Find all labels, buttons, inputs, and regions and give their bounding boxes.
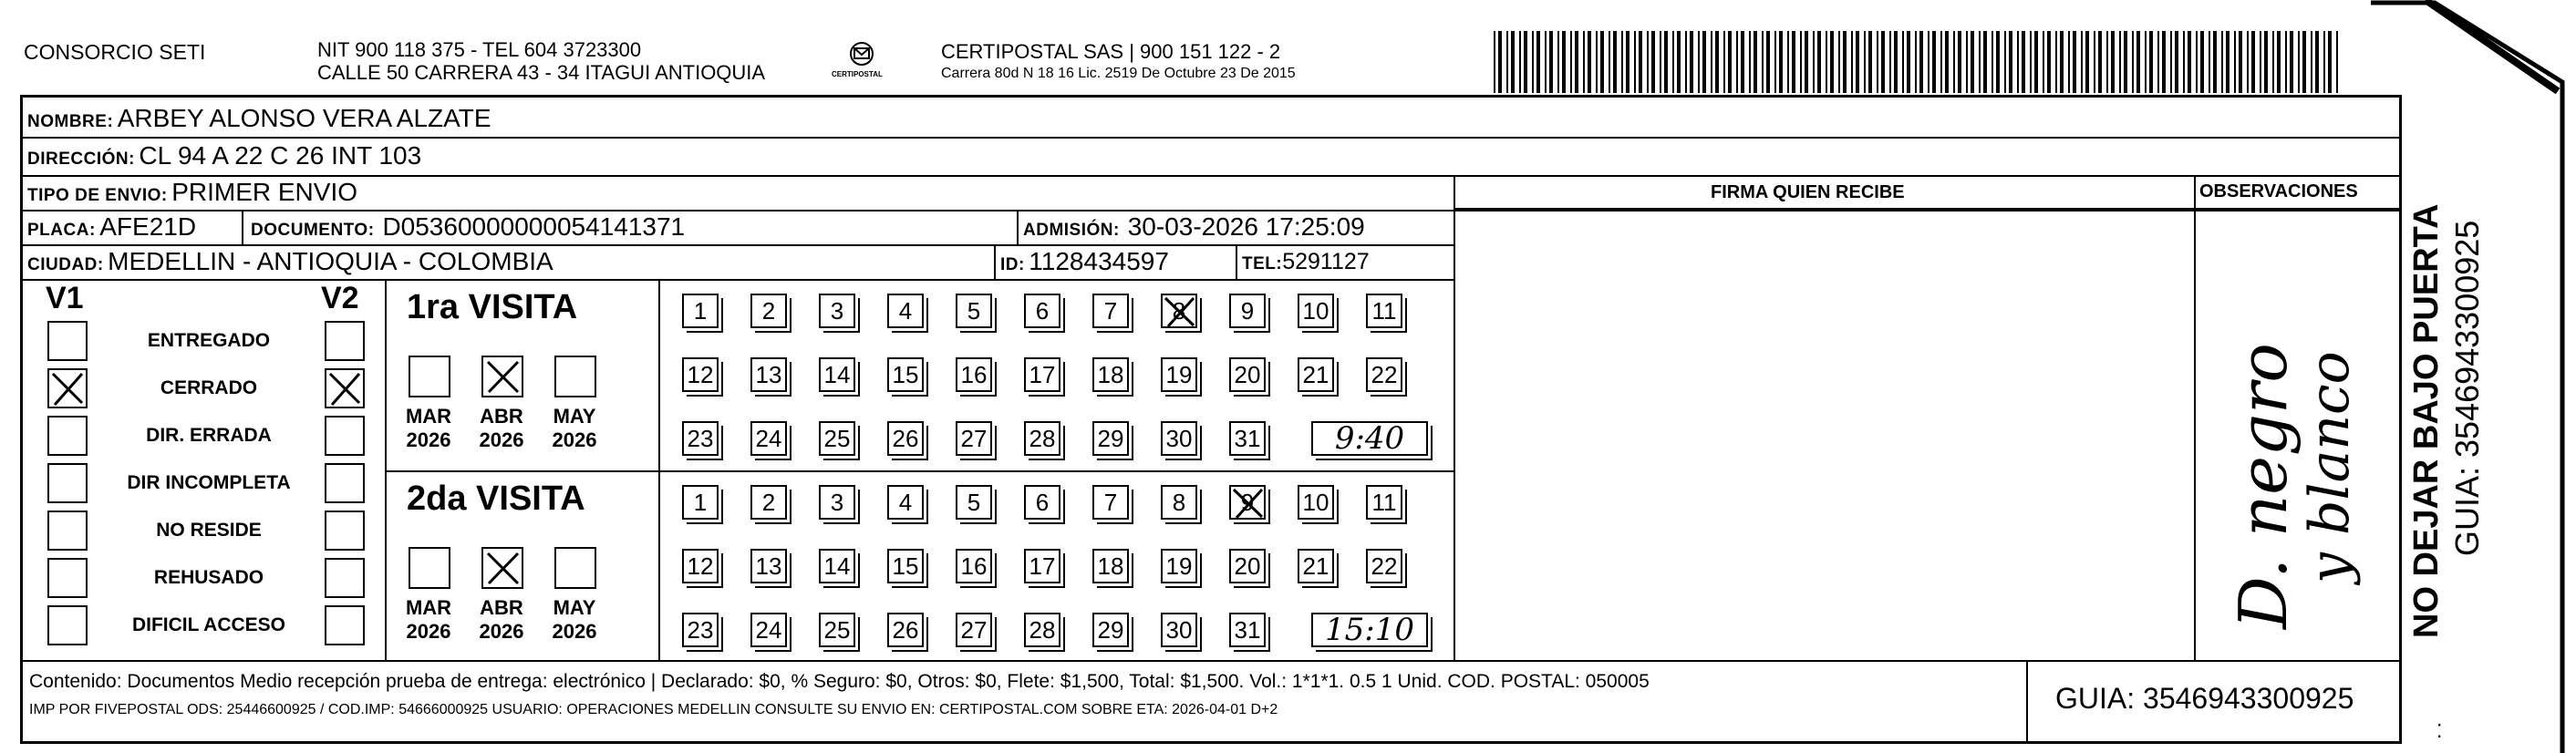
footer-contents: Contenido: Documentos Medio recepción prueba de entrega: electrónico | Declarado: $0, % Seguro: $0, Otros: $0, Flete: $1,500, Total: $1,500. Vol.: 1*1*1. 0.5 1 Unid. COD. POSTAL: 050005 — [29, 671, 1650, 692]
month-checkbox[interactable] — [481, 356, 523, 397]
barcode-bar — [1536, 31, 1540, 93]
day-box[interactable]: 5 — [956, 294, 992, 328]
barcode-bar — [1907, 31, 1910, 93]
status-label: DIFICIL ACCESO — [131, 614, 285, 635]
barcode-bar — [2311, 31, 2312, 93]
v2-checkbox[interactable] — [325, 558, 365, 598]
v1-checkbox[interactable] — [47, 605, 88, 645]
visit-title: 2da VISITA — [407, 480, 585, 518]
barcode-bar — [1877, 31, 1878, 93]
barcode-bar — [1958, 31, 1961, 93]
day-box[interactable]: 12 — [682, 357, 719, 392]
day-box[interactable]: 15 — [887, 549, 924, 583]
v2-label: V2 — [321, 281, 359, 315]
barcode-bar — [1660, 31, 1661, 93]
barcode-bar — [1639, 31, 1642, 93]
barcode-bar — [1868, 31, 1872, 93]
barcode-bar — [1549, 31, 1553, 93]
month-label: MAY 2026 — [552, 596, 597, 643]
row-divider — [22, 210, 2402, 211]
barcode-bar — [2068, 31, 2070, 93]
shipment-type: PRIMER ENVIO — [171, 178, 358, 206]
day-box[interactable]: 4 — [887, 485, 924, 520]
check-x-icon — [483, 549, 522, 587]
month-checkbox[interactable] — [554, 356, 596, 397]
barcode-bar — [2323, 31, 2325, 93]
barcode-bar — [1991, 31, 1993, 93]
col-divider — [2026, 660, 2028, 742]
barcode-bar — [1698, 31, 1700, 93]
status-label: NO RESIDE — [156, 520, 262, 541]
barcode-bar — [1498, 31, 1502, 93]
day-box[interactable]: 9 — [1229, 485, 1266, 520]
barcode-bar — [2170, 31, 2172, 93]
barcode-bar — [1843, 31, 1847, 93]
col-divider — [2400, 137, 2402, 661]
barcode-bar — [1979, 31, 1981, 93]
barcode-bar — [2285, 31, 2287, 93]
barcode-bar — [1774, 31, 1776, 93]
plate-label: PLACA: — [27, 221, 96, 240]
footer-guia: GUIA: 3546943300925 — [2055, 682, 2354, 715]
day-box[interactable]: 27 — [956, 421, 992, 456]
day-box[interactable]: 25 — [819, 421, 855, 456]
barcode-bar — [2022, 31, 2025, 93]
barcode-bar — [1672, 31, 1674, 93]
certipostal-logo — [830, 40, 894, 86]
barcode-bar — [1570, 31, 1572, 93]
barcode-bar — [1545, 31, 1547, 93]
barcode-bar — [1813, 31, 1815, 93]
day-box[interactable]: 13 — [750, 549, 787, 583]
barcode-bar — [1651, 31, 1655, 93]
barcode-bar — [2132, 31, 2134, 93]
col-divider — [658, 279, 660, 660]
barcode-bar — [1915, 31, 1917, 93]
day-box[interactable]: 10 — [1298, 485, 1334, 520]
barcode-bar — [2188, 31, 2191, 93]
barcode-bar — [1736, 31, 1738, 93]
day-box[interactable]: 14 — [819, 549, 855, 583]
day-box[interactable]: 20 — [1229, 549, 1266, 583]
barcode-bar — [2030, 31, 2032, 93]
admission-value: 30-03-2026 17:25:09 — [1127, 212, 1365, 241]
day-box[interactable]: 23 — [682, 613, 719, 647]
shipment-type-label: TIPO DE ENVIO: — [27, 186, 168, 205]
barcode-bar — [1919, 31, 1923, 93]
day-box[interactable]: 30 — [1161, 613, 1197, 647]
day-box[interactable]: 18 — [1092, 357, 1129, 392]
day-box[interactable]: 27 — [956, 613, 992, 647]
month-label: MAR 2026 — [405, 596, 452, 643]
v2-checkbox[interactable] — [325, 368, 365, 408]
observation-handwriting-1: D. negro — [2225, 343, 2302, 629]
barcode-bar — [2106, 31, 2108, 93]
envelope-icon — [830, 40, 894, 86]
side-dots: ⁚ — [2436, 722, 2443, 742]
barcode-bar — [2209, 31, 2210, 93]
barcode-bar — [1609, 31, 1610, 93]
barcode-bar — [2315, 31, 2319, 93]
barcode-bar — [2234, 31, 2236, 93]
barcode-bar — [2055, 31, 2057, 93]
day-box[interactable]: 6 — [1024, 294, 1060, 328]
v2-checkbox[interactable] — [325, 463, 365, 503]
barcode-bar — [2298, 31, 2300, 93]
barcode-bar — [2081, 31, 2083, 93]
check-x-icon — [1163, 295, 1197, 328]
month-label: MAY 2026 — [552, 405, 597, 451]
license-line: Carrera 80d N 18 16 Lic. 2519 De Octubre 23 De 2015 — [941, 66, 1296, 81]
day-box[interactable]: 16 — [956, 549, 992, 583]
barcode-bar — [2162, 31, 2166, 93]
barcode-bar — [2277, 31, 2281, 93]
row-divider — [22, 137, 2402, 139]
barcode-bar — [1945, 31, 1949, 93]
barcode-bar — [1856, 31, 1859, 93]
row-divider — [385, 470, 1454, 472]
v2-checkbox[interactable] — [325, 605, 365, 645]
barcode-bar — [2149, 31, 2153, 93]
barcode-bar — [2073, 31, 2076, 93]
barcode-bar — [1889, 31, 1891, 93]
barcode-bar — [1754, 31, 1757, 93]
recipient-name: ARBEY ALONSO VERA ALZATE — [117, 104, 491, 132]
barcode-bar — [2260, 31, 2261, 93]
day-box[interactable]: 16 — [956, 357, 992, 392]
barcode-bar — [1741, 31, 1744, 93]
barcode-bar — [1902, 31, 1904, 93]
day-box[interactable]: 4 — [887, 294, 924, 328]
status-label: DIR INCOMPLETA — [127, 472, 291, 493]
day-box[interactable]: 2 — [750, 294, 787, 328]
barcode-bar — [2213, 31, 2217, 93]
col-divider — [1017, 210, 1019, 244]
day-box[interactable]: 29 — [1092, 421, 1129, 456]
barcode-bar — [2302, 31, 2306, 93]
day-box[interactable]: 22 — [1366, 549, 1402, 583]
day-box[interactable]: 26 — [887, 613, 924, 647]
barcode-bar — [1766, 31, 1770, 93]
observation-handwriting-2: y blanco — [2298, 351, 2362, 583]
day-box[interactable]: 1 — [682, 294, 719, 328]
barcode-bar — [2034, 31, 2038, 93]
day-box[interactable]: 25 — [819, 613, 855, 647]
v1-checkbox[interactable] — [47, 511, 88, 551]
day-box[interactable]: 19 — [1161, 549, 1197, 583]
day-box[interactable]: 11 — [1366, 294, 1402, 328]
barcode-bar — [2183, 31, 2185, 93]
barcode-bar — [2290, 31, 2293, 93]
barcode-bar — [2328, 31, 2332, 93]
day-box[interactable]: 23 — [682, 421, 719, 456]
status-label: REHUSADO — [153, 567, 264, 588]
barcode-bar — [1690, 31, 1693, 93]
day-box[interactable]: 24 — [750, 613, 787, 647]
barcode-bar — [2196, 31, 2198, 93]
barcode-bar — [2060, 31, 2064, 93]
day-box[interactable]: 3 — [819, 485, 855, 520]
barcode-bar — [1685, 31, 1687, 93]
barcode-bar — [1524, 31, 1527, 93]
barcode-bar — [1613, 31, 1617, 93]
v1-checkbox[interactable] — [47, 321, 88, 361]
barcode-bar — [1894, 31, 1898, 93]
day-box[interactable]: 15 — [887, 357, 924, 392]
barcode-bar — [1830, 31, 1834, 93]
month-checkbox[interactable] — [554, 547, 596, 589]
barcode-bar — [2247, 31, 2249, 93]
day-box[interactable]: 21 — [1298, 357, 1334, 392]
barcode-bar — [1779, 31, 1783, 93]
barcode-bar — [1881, 31, 1885, 93]
barcode-bar — [1928, 31, 1929, 93]
document-label: DOCUMENTO: — [251, 221, 375, 240]
barcode-bar — [1583, 31, 1585, 93]
barcode-bar — [1723, 31, 1725, 93]
day-box[interactable]: 18 — [1092, 549, 1129, 583]
barcode-bar — [1715, 31, 1719, 93]
barcode-bar — [1557, 31, 1559, 93]
day-box[interactable]: 31 — [1229, 421, 1266, 456]
tel-value: 5291127 — [1282, 249, 1370, 274]
month-checkbox[interactable] — [481, 547, 523, 589]
barcode-bar — [2094, 31, 2095, 93]
tel-label: TEL: — [1242, 254, 1283, 273]
address-line: CALLE 50 CARRERA 43 - 34 ITAGUI ANTIOQUIA — [317, 61, 766, 84]
row-divider — [22, 244, 1454, 246]
shipping-form — [20, 95, 2402, 744]
v1-checkbox[interactable] — [47, 558, 88, 598]
day-box[interactable]: 3 — [819, 294, 855, 328]
barcode-bar — [1711, 31, 1712, 93]
barcode-bar — [1971, 31, 1974, 93]
row-divider — [22, 279, 1454, 281]
day-box[interactable]: 21 — [1298, 549, 1334, 583]
barcode-bar — [2272, 31, 2274, 93]
month-label: ABR 2026 — [479, 405, 524, 451]
barcode-bar — [1966, 31, 1968, 93]
day-box[interactable]: 20 — [1229, 357, 1266, 392]
barcode-bar — [1600, 31, 1604, 93]
day-box[interactable]: 8 — [1161, 294, 1197, 328]
barcode-bar — [1800, 31, 1802, 93]
barcode-bar — [2136, 31, 2140, 93]
address-label: DIRECCIÓN: — [27, 150, 135, 169]
barcode-bar — [2047, 31, 2051, 93]
barcode-bar — [2264, 31, 2268, 93]
barcode-bar — [1851, 31, 1853, 93]
barcode-bar — [1787, 31, 1789, 93]
day-box[interactable]: 12 — [682, 549, 719, 583]
month-checkbox[interactable] — [409, 547, 450, 589]
barcode-bar — [1953, 31, 1955, 93]
check-x-icon — [326, 370, 363, 407]
barcode-bar — [2239, 31, 2242, 93]
barcode-bar — [2004, 31, 2006, 93]
city-label: CIUDAD: — [27, 255, 104, 274]
nit-line: NIT 900 118 375 - TEL 604 3723300 — [317, 38, 642, 61]
barcode-bar — [1634, 31, 1636, 93]
barcode-bar — [1826, 31, 1827, 93]
barcode-bar — [1596, 31, 1598, 93]
barcode-bar — [2009, 31, 2012, 93]
v1-checkbox[interactable] — [47, 463, 88, 503]
day-box[interactable]: 14 — [819, 357, 855, 392]
name-label: NOMBRE: — [27, 112, 114, 131]
visit-time-box[interactable]: 15:10 — [1311, 613, 1428, 647]
day-box[interactable]: 17 — [1024, 549, 1060, 583]
barcode-bar — [1532, 31, 1534, 93]
admission-label: ADMISIÓN: — [1023, 221, 1120, 240]
signature-header: FIRMA QUIEN RECIBE — [1711, 182, 1905, 202]
day-box[interactable]: 22 — [1366, 357, 1402, 392]
barcode-bar — [2157, 31, 2159, 93]
barcode-bar — [2336, 31, 2338, 93]
barcode-bar — [1621, 31, 1623, 93]
v2-checkbox[interactable] — [325, 321, 365, 361]
company-name: CONSORCIO SETI — [24, 40, 206, 64]
plate-value: AFE21D — [99, 212, 197, 241]
barcode-bar — [2119, 31, 2121, 93]
status-label: ENTREGADO — [147, 330, 271, 351]
status-label: CERRADO — [160, 377, 258, 398]
status-label: DIR. ERRADA — [146, 425, 272, 446]
col-divider — [385, 279, 387, 660]
day-box[interactable]: 19 — [1161, 357, 1197, 392]
barcode-bar — [1817, 31, 1821, 93]
day-box[interactable]: 28 — [1024, 613, 1060, 647]
month-checkbox[interactable] — [409, 356, 450, 397]
barcode-bar — [1932, 31, 1936, 93]
barcode-bar — [2017, 31, 2019, 93]
barcode-bar — [1996, 31, 2000, 93]
barcode-bar — [1511, 31, 1515, 93]
barcode-bar — [2221, 31, 2223, 93]
barcode-bar — [1626, 31, 1629, 93]
barcode-bar — [1838, 31, 1840, 93]
day-box[interactable]: 26 — [887, 421, 924, 456]
barcode-bar — [2043, 31, 2044, 93]
no-under-door-warning: NO DEJAR BAJO PUERTA — [2407, 203, 2446, 638]
barcode-bar — [1588, 31, 1591, 93]
barcode-bar — [2145, 31, 2147, 93]
barcode-bar — [2226, 31, 2229, 93]
col-divider — [2194, 175, 2196, 661]
v1-checkbox[interactable] — [47, 416, 88, 456]
barcode-bar — [1805, 31, 1808, 93]
barcode-bar — [2251, 31, 2255, 93]
visit-title: 1ra VISITA — [407, 288, 578, 326]
barcode — [1494, 31, 2342, 93]
document-value: D05360000000054141371 — [382, 212, 686, 241]
barcode-bar — [1749, 31, 1751, 93]
barcode-bar — [1562, 31, 1566, 93]
day-box[interactable]: 28 — [1024, 421, 1060, 456]
barcode-bar — [2175, 31, 2178, 93]
col-divider — [242, 210, 243, 244]
day-box[interactable]: 11 — [1366, 485, 1402, 520]
day-box[interactable]: 31 — [1229, 613, 1266, 647]
barcode-bar — [1762, 31, 1764, 93]
barcode-bar — [2124, 31, 2127, 93]
barcode-bar — [1647, 31, 1649, 93]
day-box[interactable]: 13 — [750, 357, 787, 392]
barcode-bar — [1664, 31, 1668, 93]
day-box[interactable]: 1 — [682, 485, 719, 520]
v1-checkbox[interactable] — [47, 368, 88, 408]
day-box[interactable]: 5 — [956, 485, 992, 520]
day-box[interactable]: 7 — [1092, 294, 1129, 328]
barcode-bar — [2098, 31, 2102, 93]
barcode-bar — [1792, 31, 1795, 93]
check-x-icon — [49, 370, 86, 407]
visit-time-box[interactable]: 9:40 — [1311, 421, 1428, 456]
day-box[interactable]: 2 — [750, 485, 787, 520]
barcode-bar — [1575, 31, 1578, 93]
id-value: 1128434597 — [1029, 247, 1169, 275]
day-box[interactable]: 29 — [1092, 613, 1129, 647]
check-x-icon — [1231, 487, 1266, 520]
col-divider — [994, 244, 996, 279]
barcode-bar — [1494, 31, 1495, 93]
barcode-bar — [2085, 31, 2089, 93]
barcode-bar — [1940, 31, 1942, 93]
month-label: ABR 2026 — [479, 596, 524, 643]
day-box[interactable]: 6 — [1024, 485, 1060, 520]
observations-header: OBSERVACIONES — [2199, 181, 2358, 201]
side-guia: GUIA: 3546943300925 — [2448, 220, 2486, 556]
day-box[interactable]: 17 — [1024, 357, 1060, 392]
day-box[interactable]: 10 — [1298, 294, 1334, 328]
barcode-bar — [1519, 31, 1521, 93]
row-divider — [1454, 208, 2402, 210]
day-box[interactable]: 7 — [1092, 485, 1129, 520]
barcode-bar — [1983, 31, 1987, 93]
day-box[interactable]: 30 — [1161, 421, 1197, 456]
barcode-bar — [1506, 31, 1508, 93]
id-label: ID: — [1000, 255, 1025, 274]
v1-label: V1 — [46, 281, 84, 315]
row-divider — [22, 660, 2402, 662]
barcode-bar — [2111, 31, 2115, 93]
check-x-icon — [483, 357, 522, 396]
month-label: MAR 2026 — [405, 405, 452, 451]
day-box[interactable]: 8 — [1161, 485, 1197, 520]
day-box[interactable]: 24 — [750, 421, 787, 456]
barcode-bar — [1864, 31, 1866, 93]
day-box[interactable]: 9 — [1229, 294, 1266, 328]
col-divider — [1454, 175, 1455, 661]
recipient-address: CL 94 A 22 C 26 INT 103 — [139, 141, 422, 170]
barcode-bar — [1677, 31, 1681, 93]
row-divider — [22, 175, 2402, 177]
col-divider — [1236, 244, 1237, 279]
barcode-bar — [1702, 31, 1706, 93]
logo-text: CERTIPOSTAL — [832, 70, 883, 78]
certipostal-line: CERTIPOSTAL SAS | 900 151 122 - 2 — [941, 40, 1281, 63]
barcode-bar — [1728, 31, 1732, 93]
v2-checkbox[interactable] — [325, 511, 365, 551]
footer-print-info: IMP POR FIVEPOSTAL ODS: 25446600925 / COD.IMP: 54666000925 USUARIO: OPERACIONES MEDELLIN CONSULTE SU ENVIO EN: CERTIPOSTAL.COM SOBRE ETA: 2026-04-01 D+2 — [29, 702, 1278, 717]
v2-checkbox[interactable] — [325, 416, 365, 456]
city-value: MEDELLIN - ANTIOQUIA - COLOMBIA — [108, 247, 553, 275]
barcode-bar — [2200, 31, 2204, 93]
